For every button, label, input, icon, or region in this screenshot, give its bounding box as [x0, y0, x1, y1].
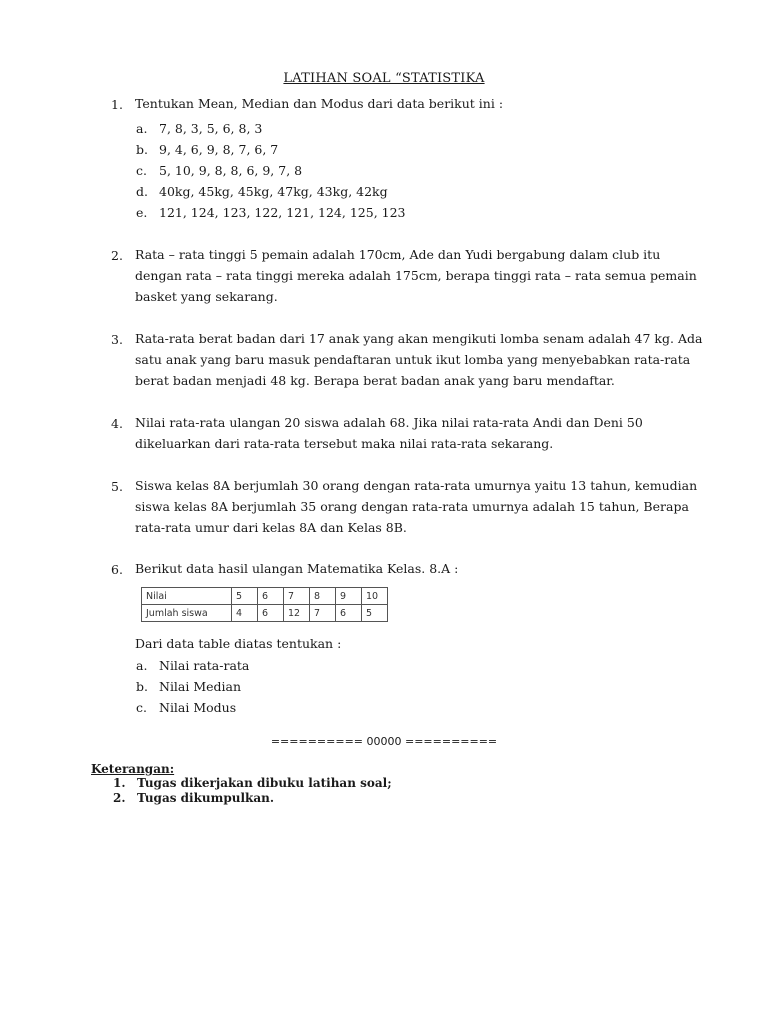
- table-cell: 6: [258, 588, 284, 605]
- option-text: Nilai Median: [159, 679, 242, 694]
- table-cell: 8: [310, 588, 336, 605]
- table-cell: 7: [284, 588, 310, 605]
- option-letter: a.: [136, 121, 148, 136]
- question-number: 3.: [111, 332, 123, 347]
- option-text: 40kg, 45kg, 45kg, 47kg, 43kg, 42kg: [159, 184, 388, 199]
- notes-title: Keterangan:: [91, 762, 175, 776]
- option-letter: a.: [136, 658, 148, 673]
- table-cell: 12: [284, 605, 310, 622]
- question-number: 2.: [111, 248, 123, 263]
- table-cell: 7: [310, 605, 336, 622]
- notes-item: Tugas dikerjakan dibuku latihan soal;: [137, 776, 392, 790]
- option-letter: c.: [136, 163, 147, 178]
- table-cell: 5: [362, 605, 388, 622]
- table-cell: 6: [336, 605, 362, 622]
- notes-item: Tugas dikumpulkan.: [137, 791, 275, 805]
- question-line: basket yang sekarang.: [135, 289, 278, 304]
- table-cell: 9: [336, 588, 362, 605]
- table-row: [142, 605, 388, 622]
- table-cell: 4: [232, 605, 258, 622]
- table-cell: 5: [232, 588, 258, 605]
- option-text: 5, 10, 9, 8, 8, 6, 9, 7, 8: [159, 163, 303, 178]
- separator-line: ========== 00000 ==========: [270, 735, 498, 748]
- question-line: Nilai rata-rata ulangan 20 siswa adalah 68. Jika nilai rata-rata Andi dan Deni 50: [135, 415, 643, 430]
- question-number: 1.: [111, 97, 123, 112]
- question-line: dikeluarkan dari rata-rata tersebut maka nilai rata-rata sekarang.: [135, 436, 554, 451]
- question-text: Tentukan Mean, Median dan Modus dari data berikut ini :: [135, 96, 504, 111]
- question-line: rata-rata umur dari kelas 8A dan Kelas 8B.: [135, 520, 407, 535]
- question-number: 6.: [111, 562, 123, 577]
- question-instruction: Dari data table diatas tentukan :: [135, 636, 342, 651]
- table-cell: 10: [362, 588, 388, 605]
- question-line: dengan rata – rata tinggi mereka adalah 175cm, berapa tinggi rata – rata semua pemain: [135, 268, 697, 283]
- page-title: LATIHAN SOAL “STATISTIKA: [283, 71, 485, 86]
- question-number: 5.: [111, 479, 123, 494]
- option-text: 9, 4, 6, 9, 8, 7, 6, 7: [159, 142, 279, 157]
- question-line: satu anak yang baru masuk pendaftaran untuk ikut lomba yang menyebabkan rata-rata: [135, 352, 691, 367]
- question-line: siswa kelas 8A berjumlah 35 orang dengan rata-rata umurnya adalah 15 tahun, Berapa: [135, 499, 689, 514]
- option-text: Nilai Modus: [159, 700, 237, 715]
- question-number: 4.: [111, 416, 123, 431]
- option-text: 7, 8, 3, 5, 6, 8, 3: [159, 121, 263, 136]
- option-text: 121, 124, 123, 122, 121, 124, 125, 123: [159, 205, 406, 220]
- notes-number: 1.: [113, 776, 126, 790]
- table-cell: 6: [258, 605, 284, 622]
- table-cell-label: Jumlah siswa: [142, 605, 232, 622]
- question-line: Rata – rata tinggi 5 pemain adalah 170cm, Ade dan Yudi bergabung dalam club itu: [135, 247, 661, 262]
- question-line: berat badan menjadi 48 kg. Berapa berat badan anak yang baru mendaftar.: [135, 373, 615, 388]
- table-row: [142, 588, 388, 605]
- question-text: Berikut data hasil ulangan Matematika Kelas. 8.A :: [135, 561, 459, 576]
- grade-table: [141, 587, 388, 622]
- option-letter: b.: [136, 679, 148, 694]
- option-letter: d.: [136, 184, 148, 199]
- table-cell-label: Nilai: [142, 588, 232, 605]
- option-letter: b.: [136, 142, 148, 157]
- option-letter: e.: [136, 205, 148, 220]
- option-letter: c.: [136, 700, 147, 715]
- option-text: Nilai rata-rata: [159, 658, 250, 673]
- question-line: Rata-rata berat badan dari 17 anak yang akan mengikuti lomba senam adalah 47 kg. Ada: [135, 331, 703, 346]
- notes-number: 2.: [113, 791, 126, 805]
- question-line: Siswa kelas 8A berjumlah 30 orang dengan rata-rata umurnya yaitu 13 tahun, kemudian: [135, 478, 698, 493]
